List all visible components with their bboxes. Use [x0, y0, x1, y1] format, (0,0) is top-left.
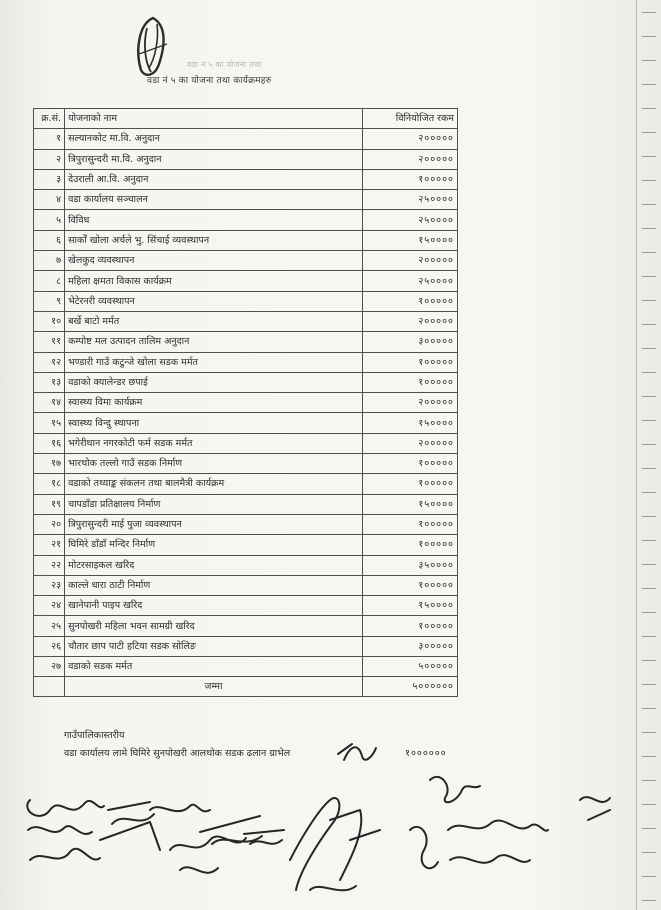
- cell-sn: १९: [34, 494, 65, 514]
- cell-sn: ४: [34, 190, 65, 210]
- cell-sn: ९: [34, 291, 65, 311]
- table-header-row: [34, 109, 458, 129]
- footer-item-amount: १००००००: [405, 748, 447, 759]
- table-row: [34, 129, 458, 149]
- footer-level-heading: गाउँपालिकास्तरीय: [64, 730, 125, 741]
- cell-amount: १०००००: [362, 535, 457, 555]
- cell-name: भारथोक तल्लो गाउँ सडक निर्माण: [65, 454, 363, 474]
- table-row: [34, 251, 458, 271]
- edge-tick: [642, 780, 656, 781]
- table-row: [34, 616, 458, 636]
- cell-name: वडाको तथ्याङ्क संकलन तथा बालमैत्री कार्यक्रम: [65, 474, 363, 494]
- edge-tick: [642, 348, 656, 349]
- edge-tick: [642, 300, 656, 301]
- cell-amount: १०००००: [362, 616, 457, 636]
- plans-table: [33, 108, 458, 697]
- cell-sn: १३: [34, 372, 65, 392]
- cell-name: स्वास्थ्य विन्दु स्थापना: [65, 413, 363, 433]
- table-row: [34, 311, 458, 331]
- total-label: जम्मा: [65, 677, 363, 697]
- table-row: [34, 474, 458, 494]
- edge-tick: [642, 180, 656, 181]
- edge-tick: [642, 756, 656, 757]
- table-row: [34, 230, 458, 250]
- edge-tick: [642, 60, 656, 61]
- edge-tick: [642, 84, 656, 85]
- edge-tick: [642, 12, 656, 13]
- table-row: [34, 433, 458, 453]
- edge-tick: [642, 132, 656, 133]
- table-row: [34, 636, 458, 656]
- handwritten-signatures: [0, 740, 636, 910]
- edge-tick: [642, 828, 656, 829]
- cell-sn: २२: [34, 555, 65, 575]
- cell-amount: २०००००: [362, 311, 457, 331]
- cell-sn: १८: [34, 474, 65, 494]
- edge-tick: [642, 324, 656, 325]
- cell-name: त्रिपुरासुन्दरी माई पुजा व्यवस्थापन: [65, 514, 363, 534]
- edge-tick: [642, 540, 656, 541]
- cell-sn: २६: [34, 636, 65, 656]
- cell-amount: २०००००: [362, 393, 457, 413]
- column-header-name: योजनाको नाम: [65, 109, 363, 129]
- cell-name: कम्पोष्ट मल उत्पादन तालिम अनुदान: [65, 332, 363, 352]
- cell-amount: १५००००: [362, 596, 457, 616]
- cell-amount: २५००००: [362, 271, 457, 291]
- edge-tick: [642, 276, 656, 277]
- cell-sn: २१: [34, 535, 65, 555]
- cell-name: खानेपानी पाइप खरिद: [65, 596, 363, 616]
- edge-tick: [642, 732, 656, 733]
- table-row: [34, 413, 458, 433]
- cell-amount: १०००००: [362, 169, 457, 189]
- column-header-sn: क्र.सं.: [34, 109, 65, 129]
- cell-sn: १४: [34, 393, 65, 413]
- cell-amount: १५००००: [362, 413, 457, 433]
- edge-tick: [642, 852, 656, 853]
- cell-sn: ३: [34, 169, 65, 189]
- edge-tick: [642, 204, 656, 205]
- edge-tick: [642, 468, 656, 469]
- cell-sn: ८: [34, 271, 65, 291]
- edge-tick: [642, 108, 656, 109]
- cell-sn: ६: [34, 230, 65, 250]
- edge-tick: [642, 492, 656, 493]
- cell-sn: १०: [34, 311, 65, 331]
- cell-sn: ११: [34, 332, 65, 352]
- cell-name: बर्खे बाटो मर्मत: [65, 311, 363, 331]
- cell-amount: ५०००००: [362, 657, 457, 677]
- total-row: [34, 677, 458, 697]
- table-row: [34, 332, 458, 352]
- cell-name: देउराली आ.वि. अनुदान: [65, 169, 363, 189]
- cell-amount: १०००००: [362, 474, 457, 494]
- cell-name: वडा कार्यालय सञ्चालन: [65, 190, 363, 210]
- table-row: [34, 372, 458, 392]
- edge-tick: [642, 516, 656, 517]
- cell-name: खेलकुद व्यवस्थापन: [65, 251, 363, 271]
- edge-tick: [642, 588, 656, 589]
- cell-name: विविध: [65, 210, 363, 230]
- edge-tick: [642, 252, 656, 253]
- table-row: [34, 555, 458, 575]
- cell-name: घिमिरे डाँडाँ मन्दिर निर्माण: [65, 535, 363, 555]
- table-row: [34, 393, 458, 413]
- faded-header: वडा नं ५ का योजना तथा: [187, 60, 262, 69]
- cell-name: त्रिपुरासुन्दरी मा.वि. अनुदान: [65, 149, 363, 169]
- cell-amount: १५००००: [362, 230, 457, 250]
- edge-tick: [642, 444, 656, 445]
- cell-amount: २०००००: [362, 433, 457, 453]
- cell-amount: ३५००००: [362, 555, 457, 575]
- edge-tick: [642, 228, 656, 229]
- table-row: [34, 190, 458, 210]
- table-row: [34, 271, 458, 291]
- cell-amount: २५००००: [362, 210, 457, 230]
- page-edge: [636, 0, 637, 910]
- edge-tick: [642, 156, 656, 157]
- cell-sn: २७: [34, 657, 65, 677]
- table-row: [34, 149, 458, 169]
- cell-amount: ३०००००: [362, 332, 457, 352]
- binder-ticks: [640, 0, 661, 910]
- edge-tick: [642, 900, 656, 901]
- stamp-mark: [133, 14, 173, 80]
- subtitle-text: वडा नं ५ का योजना तथा कार्यक्रमहरु: [147, 76, 272, 86]
- table-row: [34, 514, 458, 534]
- cell-sn: २: [34, 149, 65, 169]
- cell-sn: १: [34, 129, 65, 149]
- edge-tick: [642, 396, 656, 397]
- edge-tick: [642, 36, 656, 37]
- table-row: [34, 535, 458, 555]
- edge-tick: [642, 804, 656, 805]
- cell-amount: ३०००००: [362, 636, 457, 656]
- cell-name: चापडाँडा प्रतिक्षालय निर्माण: [65, 494, 363, 514]
- cell-amount: १०००००: [362, 372, 457, 392]
- edge-tick: [642, 636, 656, 637]
- cell-name: सल्यानकोट मा.वि. अनुदान: [65, 129, 363, 149]
- cell-name: वडाको सडक मर्मत: [65, 657, 363, 677]
- footer-item-name: वडा कार्यालय लामे घिमिरे सुनपोखरी आलथोक सडक ढलान ग्राभेल: [64, 748, 291, 759]
- column-header-amount: विनियोजित रकम: [362, 109, 457, 129]
- edge-tick: [642, 372, 656, 373]
- cell-amount: २०००००: [362, 251, 457, 271]
- table-row: [34, 291, 458, 311]
- cell-sn: १६: [34, 433, 65, 453]
- cell-amount: २५००००: [362, 190, 457, 210]
- cell-sn: २०: [34, 514, 65, 534]
- table-row: [34, 169, 458, 189]
- cell-sn: १५: [34, 413, 65, 433]
- table-row: [34, 454, 458, 474]
- total-amount: ५००००००: [362, 677, 457, 697]
- edge-tick: [642, 684, 656, 685]
- table-body: [34, 129, 458, 677]
- table-row: [34, 575, 458, 595]
- total-empty-cell: [34, 677, 65, 697]
- cell-amount: १५००००: [362, 494, 457, 514]
- edge-tick: [642, 612, 656, 613]
- cell-amount: २०००००: [362, 149, 457, 169]
- cell-name: वडाको क्यालेन्डर छपाई: [65, 372, 363, 392]
- cell-amount: २०००००: [362, 129, 457, 149]
- cell-sn: २५: [34, 616, 65, 636]
- cell-name: मोटरसाइकल खरिद: [65, 555, 363, 575]
- table-row: [34, 657, 458, 677]
- cell-amount: १०००००: [362, 575, 457, 595]
- cell-sn: १७: [34, 454, 65, 474]
- document-subtitle: [147, 60, 367, 86]
- edge-tick: [642, 660, 656, 661]
- cell-sn: ७: [34, 251, 65, 271]
- cell-name: स्वास्थ्य विमा कार्यक्रम: [65, 393, 363, 413]
- cell-name: महिला क्षमता विकास कार्यक्रम: [65, 271, 363, 291]
- edge-tick: [642, 420, 656, 421]
- cell-name: सार्कों खोला अर्चले भु. सिंचाई व्यवस्थापन: [65, 230, 363, 250]
- cell-amount: १०००००: [362, 291, 457, 311]
- edge-tick: [642, 708, 656, 709]
- cell-name: चौतार छाप पाटी हटिया सडक सोलिङ: [65, 636, 363, 656]
- edge-tick: [642, 876, 656, 877]
- cell-sn: ५: [34, 210, 65, 230]
- cell-sn: २४: [34, 596, 65, 616]
- table-row: [34, 596, 458, 616]
- edge-tick: [642, 564, 656, 565]
- table-row: [34, 494, 458, 514]
- cell-amount: १०००००: [362, 454, 457, 474]
- cell-name: भगेरीथान नगरकोटी फर्म सडक मर्मत: [65, 433, 363, 453]
- table-row: [34, 352, 458, 372]
- cell-amount: १०००००: [362, 514, 457, 534]
- cell-sn: १२: [34, 352, 65, 372]
- cell-name: सुनपोखरी महिला भवन सामग्री खरिद: [65, 616, 363, 636]
- cell-name: काल्ले धारा ठाटी निर्माण: [65, 575, 363, 595]
- cell-sn: २३: [34, 575, 65, 595]
- cell-name: भेटेरनरी व्यवस्थापन: [65, 291, 363, 311]
- cell-amount: १०००००: [362, 352, 457, 372]
- table-row: [34, 210, 458, 230]
- cell-name: भण्डारी गाउँ कटुन्जे खोला सडक मर्मत: [65, 352, 363, 372]
